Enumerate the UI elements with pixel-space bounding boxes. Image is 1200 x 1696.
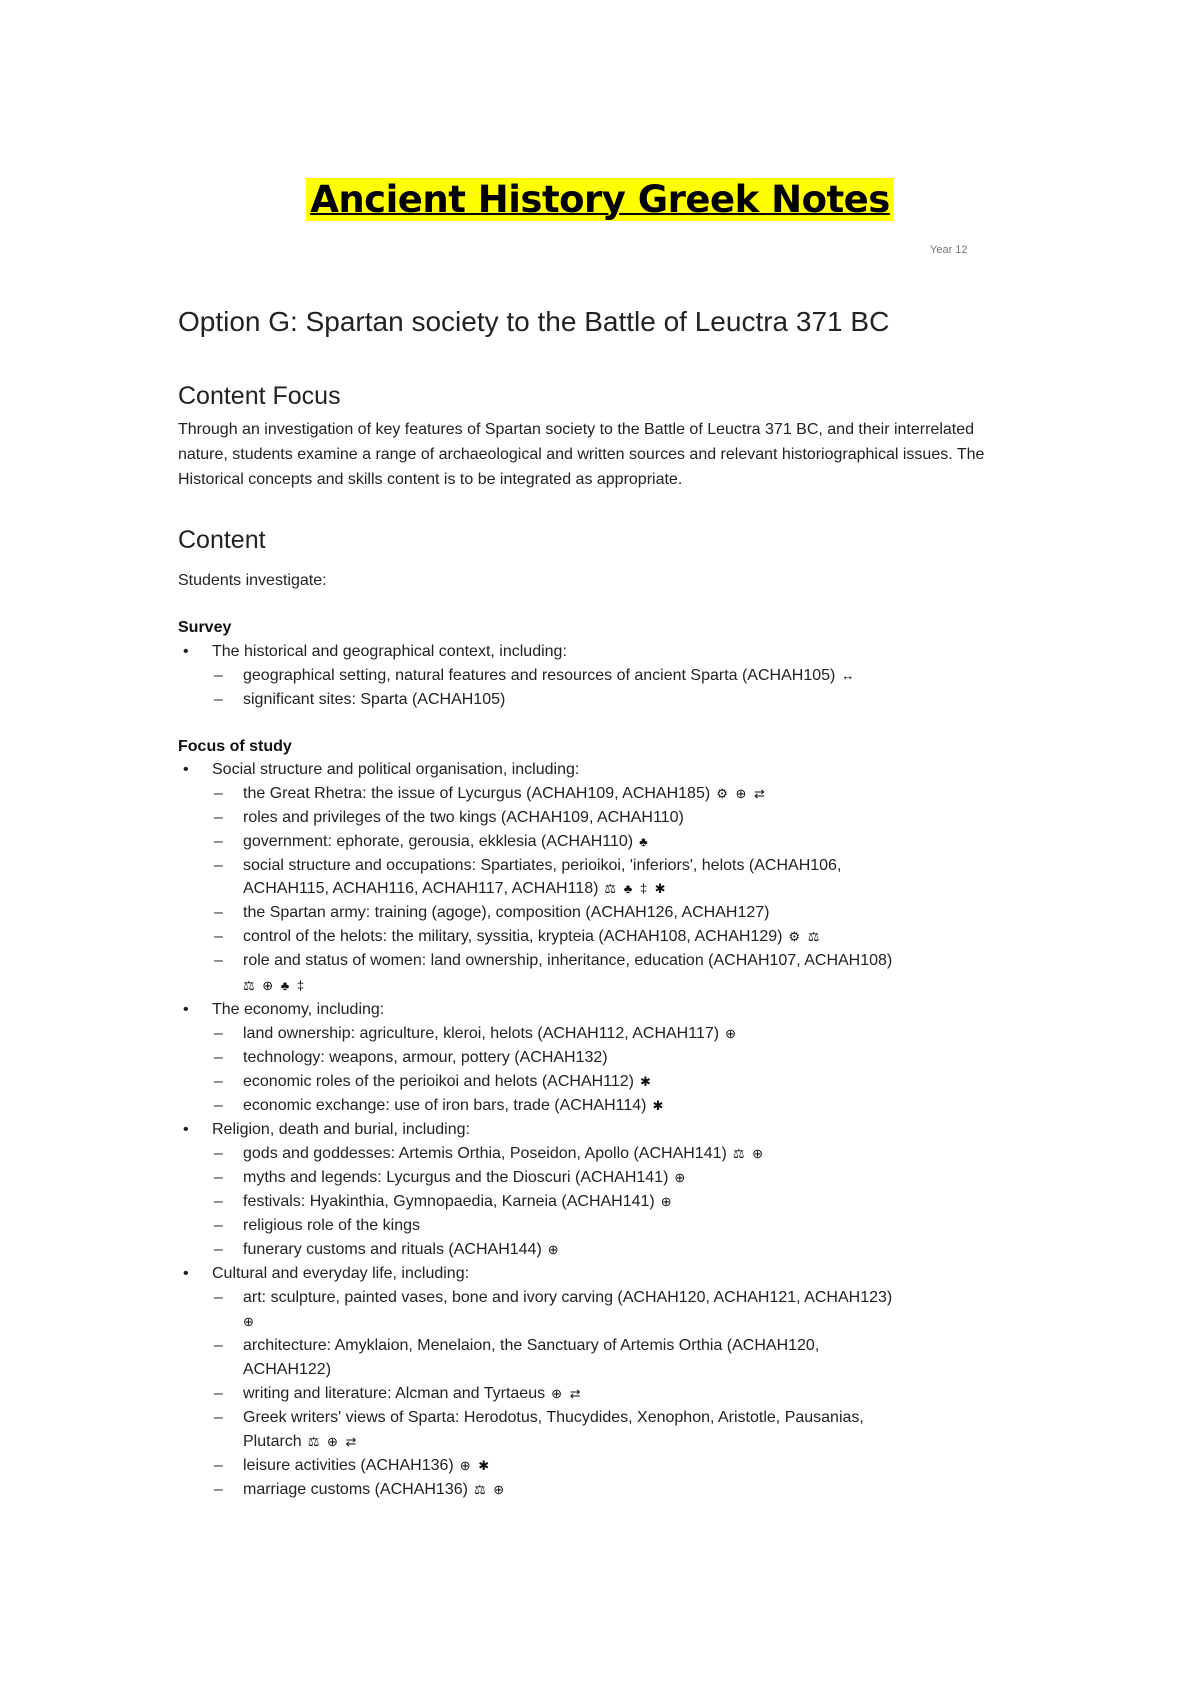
list-item: control of the helots: the military, syssitia, krypteia (ACHAH108, ACHAH129) ⚙ ⚖ [243,928,822,945]
list-item: Greek writers' views of Sparta: Herodotus, Thucydides, Xenophon, Aristotle, Pausanias, [243,1409,864,1426]
list-item: gods and goddesses: Artemis Orthia, Poseidon, Apollo (ACHAH141) ⚖ ⊕ [243,1145,765,1162]
syllabus-icon: ⊕ [547,1242,561,1257]
list-item-continuation [243,1310,256,1334]
dash-glyph: – [214,904,223,921]
dash-glyph: – [214,691,223,708]
survey-bullet: The historical and geographical context, including: [212,643,567,660]
list-item: leisure activities (ACHAH136) ⊕ ✱ [243,1457,492,1474]
content-focus-paragraph: Through an investigation of key features of Spartan society to the Battle of Leuctra 371 BC, and their interrelated nature, students examine a range of archaeological and written sources and relevant historiographical issues. The Historical concepts and skills content is to be integrated as appropriate. [178,421,985,488]
list-item: land ownership: agriculture, kleroi, helots (ACHAH112, ACHAH117) ⊕ [243,1025,738,1042]
survey-heading: Survey [178,619,232,636]
option-heading: Option G: Spartan society to the Battle of Leuctra 371 BC [178,306,890,337]
syllabus-icon: ⊕ ⇄ [551,1386,583,1401]
religion-bullet: Religion, death and burial, including: [212,1121,470,1138]
list-item-continuation [243,974,306,998]
list-item: significant sites: Sparta (ACHAH105) [243,691,506,708]
list-item: role and status of women: land ownership, inheritance, education (ACHAH107, ACHAH108) [243,952,893,969]
syllabus-icon: ⊕ ✱ [459,1458,492,1473]
list-item: funerary customs and rituals (ACHAH144) ⊕ [243,1241,561,1258]
list-item: religious role of the kings [243,1217,420,1234]
dash-glyph: – [214,833,223,850]
syllabus-icon: ⊕ [660,1194,674,1209]
list-item: architecture: Amyklaion, Menelaion, the Sanctuary of Artemis Orthia (ACHAH120, [243,1337,820,1354]
list-item: geographical setting, natural features and resources of ancient Sparta (ACHAH105) ↔ [243,667,857,684]
list-item: economic roles of the perioikoi and helots (ACHAH112) ✱ [243,1073,653,1090]
list-item: technology: weapons, armour, pottery (ACHAH132) [243,1049,608,1066]
dash-glyph: – [214,1409,223,1426]
bullet-glyph: • [183,1265,189,1282]
dash-glyph: – [214,928,223,945]
dash-glyph: – [214,1385,223,1402]
dash-glyph: – [214,785,223,802]
syllabus-icon: ⚖ ⊕ [473,1482,507,1497]
bullet-glyph: • [183,1001,189,1018]
dash-glyph: – [214,1049,223,1066]
dash-glyph: – [214,952,223,969]
list-item: art: sculpture, painted vases, bone and ivory carving (ACHAH120, ACHAH121, ACHAH123) [243,1289,893,1306]
culture-bullet: Cultural and everyday life, including: [212,1265,470,1282]
list-item: festivals: Hyakinthia, Gymnopaedia, Karneia (ACHAH141) ⊕ [243,1193,674,1210]
syllabus-icon: ⊕ [243,1314,256,1329]
syllabus-icon: ⚖ ⊕ [732,1146,765,1161]
list-item: economic exchange: use of iron bars, trade (ACHAH114) ✱ [243,1097,666,1114]
syllabus-icon: ⚙ ⚖ [788,929,822,944]
document-title-row [0,178,1200,221]
list-item: the Spartan army: training (agoge), composition (ACHAH126, ACHAH127) [243,904,770,921]
dash-glyph: – [214,1217,223,1234]
list-item: social structure and occupations: Spartiates, perioikoi, 'inferiors', helots (ACHAH106, [243,857,842,874]
dash-glyph: – [214,1025,223,1042]
dash-glyph: – [214,1289,223,1306]
list-item: marriage customs (ACHAH136) ⚖ ⊕ [243,1481,507,1498]
economy-bullet: The economy, including: [212,1001,385,1018]
syllabus-icon: ♣ [639,834,650,849]
syllabus-icon: ⚖ ⊕ ⇄ [307,1434,359,1449]
syllabus-icon: ⚖ ⊕ ♣ ‡ [243,978,307,993]
year-label: Year 12 [930,244,968,256]
syllabus-icon: ↔ [841,668,857,683]
list-item: myths and legends: Lycurgus and the Dioscuri (ACHAH141) ⊕ [243,1169,688,1186]
bullet-glyph: • [183,761,189,778]
content-focus-heading: Content Focus [178,382,341,410]
document-title: Ancient History Greek Notes [306,178,894,221]
list-item: writing and literature: Alcman and Tyrtaeus ⊕ ⇄ [243,1385,583,1402]
list-item-continuation: Plutarch ⚖ ⊕ ⇄ [243,1433,359,1450]
dash-glyph: – [214,809,223,826]
list-item: roles and privileges of the two kings (ACHAH109, ACHAH110) [243,809,684,826]
bullet-glyph: • [183,643,189,660]
dash-glyph: – [214,1169,223,1186]
syllabus-icon: ⚙ ⊕ ⇄ [716,786,767,801]
list-item-continuation: ACHAH122) [243,1361,332,1378]
syllabus-icon: ⚖ ♣ ‡ ✱ [604,881,668,896]
dash-glyph: – [214,1457,223,1474]
content-intro: Students investigate: [178,572,327,589]
list-item: government: ephorate, gerousia, ekklesia (ACHAH110) ♣ [243,833,650,850]
syllabus-icon: ✱ [640,1074,653,1089]
dash-glyph: – [214,1241,223,1258]
syllabus-icon: ⊕ [674,1170,688,1185]
dash-glyph: – [214,1337,223,1354]
dash-glyph: – [214,1097,223,1114]
syllabus-icon: ✱ [652,1098,666,1113]
dash-glyph: – [214,1481,223,1498]
dash-glyph: – [214,667,223,684]
focus-heading: Focus of study [178,738,292,755]
content-heading: Content [178,526,266,554]
social-bullet: Social structure and political organisation, including: [212,761,580,778]
dash-glyph: – [214,1073,223,1090]
dash-glyph: – [214,857,223,874]
bullet-glyph: • [183,1121,189,1138]
dash-glyph: – [214,1145,223,1162]
list-item: the Great Rhetra: the issue of Lycurgus (ACHAH109, ACHAH185) ⚙ ⊕ ⇄ [243,785,767,802]
dash-glyph: – [214,1193,223,1210]
syllabus-icon: ⊕ [725,1026,738,1041]
list-item-continuation: ACHAH115, ACHAH116, ACHAH117, ACHAH118) ⚖ ♣ ‡ ✱ [243,880,668,897]
